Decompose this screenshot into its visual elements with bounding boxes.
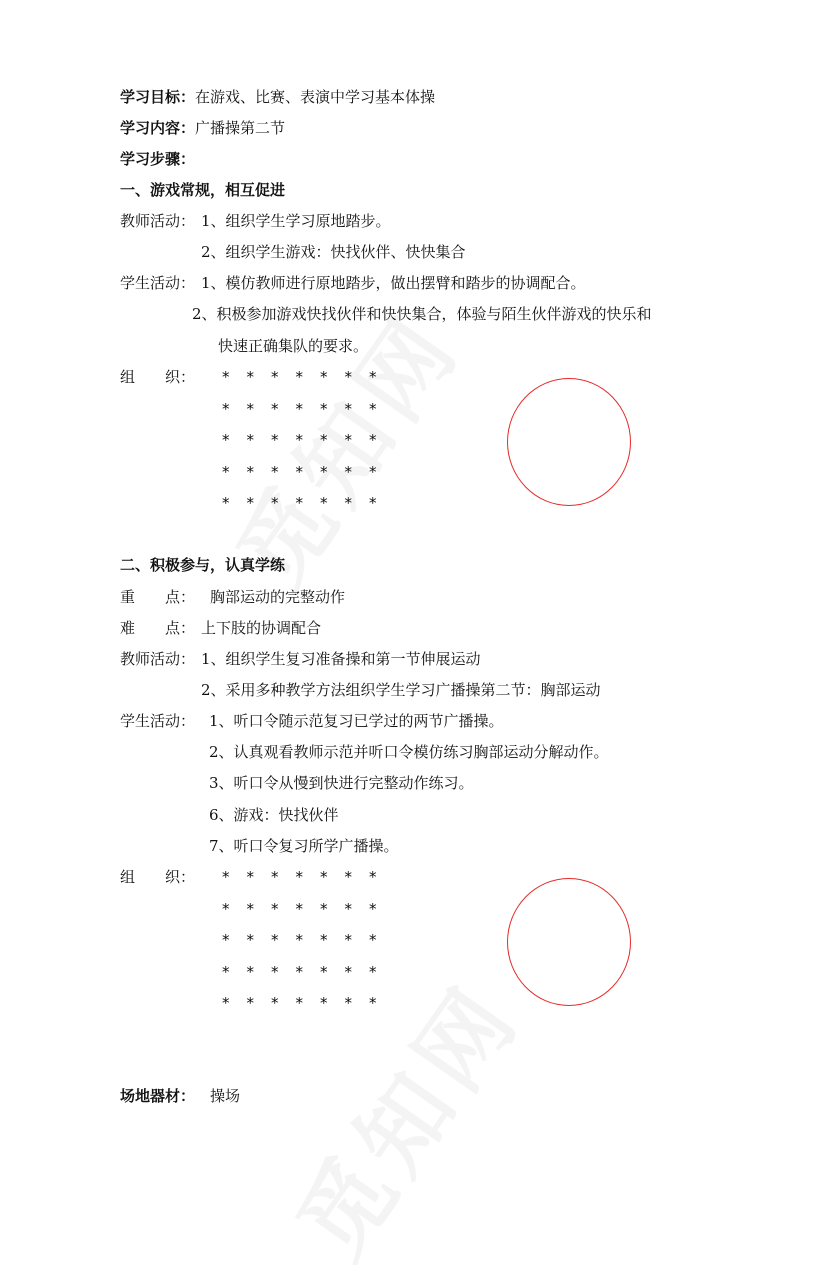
star-mark: *: [320, 899, 328, 918]
star-mark: *: [222, 962, 230, 981]
star-mark: *: [320, 962, 328, 981]
star-mark: *: [246, 494, 254, 512]
star-mark: *: [344, 462, 352, 481]
content-label: 学习内容：: [120, 119, 196, 137]
star-mark: *: [246, 962, 254, 981]
star-mark: *: [246, 399, 254, 418]
s1-student-item: 快速正确集队的要求。: [218, 337, 369, 355]
s1-teacher-item: 2、组织学生游戏：快找伙伴、快快集合: [201, 243, 466, 261]
star-mark: *: [295, 931, 303, 949]
venue-label: 场地器材：: [120, 1087, 196, 1105]
star-row: [222, 399, 394, 431]
s1-student-label: 学生活动：: [120, 274, 196, 292]
star-mark: *: [369, 494, 377, 512]
star-mark: *: [271, 962, 279, 981]
star-mark: *: [222, 399, 230, 418]
content-text: 广播操第二节: [195, 119, 286, 137]
s2-student-item: 3、听口令从慢到快进行完整动作练习。: [209, 774, 474, 792]
formation-circle: [507, 878, 631, 1006]
star-row: [222, 993, 394, 1025]
star-mark: *: [320, 368, 328, 386]
star-mark: *: [295, 462, 303, 481]
s2-student-label: 学生活动：: [120, 712, 196, 730]
star-mark: *: [344, 899, 352, 918]
formation-stars: [222, 867, 394, 1025]
star-mark: *: [320, 399, 328, 418]
star-mark: *: [271, 494, 279, 512]
star-row: [222, 899, 394, 931]
s2-teacher-label: 教师活动：: [120, 650, 196, 668]
star-row: [222, 962, 394, 994]
star-mark: *: [295, 868, 303, 886]
s2-org-label: 组 织：: [120, 868, 196, 886]
star-mark: *: [271, 462, 279, 481]
star-mark: *: [344, 431, 352, 449]
star-mark: *: [271, 899, 279, 918]
star-mark: *: [246, 368, 254, 386]
star-mark: *: [295, 962, 303, 981]
star-mark: *: [295, 899, 303, 918]
star-mark: *: [271, 399, 279, 418]
star-mark: *: [369, 962, 377, 981]
venue-text: 操场: [210, 1087, 241, 1105]
star-row: [222, 867, 394, 899]
star-row: [222, 493, 394, 525]
star-mark: *: [344, 931, 352, 949]
key-label: 重 点：: [120, 588, 196, 606]
star-mark: *: [320, 462, 328, 481]
star-mark: *: [320, 431, 328, 449]
star-mark: *: [344, 368, 352, 386]
section1-title: 一、游戏常规，相互促进: [120, 181, 286, 199]
s2-student-item: 1、听口令随示范复习已学过的两节广播操。: [209, 712, 504, 730]
star-row: [222, 430, 394, 462]
s2-teacher-item: 2、采用多种教学方法组织学生学习广播操第二节：胸部运动: [201, 681, 601, 699]
star-mark: *: [295, 494, 303, 512]
star-mark: *: [369, 899, 377, 918]
star-mark: *: [295, 368, 303, 386]
star-row: [222, 930, 394, 962]
star-mark: *: [369, 368, 377, 386]
star-mark: *: [246, 931, 254, 949]
star-mark: *: [222, 931, 230, 949]
star-mark: *: [246, 899, 254, 918]
star-mark: *: [369, 399, 377, 418]
star-mark: *: [222, 431, 230, 449]
star-mark: *: [295, 994, 303, 1012]
star-mark: *: [271, 431, 279, 449]
s1-student-item: 2、积极参加游戏快找伙伴和快快集合，体验与陌生伙伴游戏的快乐和: [192, 305, 652, 323]
venue-equipment: [120, 1086, 195, 1106]
s1-teacher-item: 1、组织学生学习原地踏步。: [201, 212, 391, 230]
star-mark: *: [246, 868, 254, 886]
s2-student-item: 6、游戏：快找伙伴: [209, 806, 339, 824]
star-mark: *: [344, 994, 352, 1012]
key-text: 胸部运动的完整动作: [210, 588, 346, 606]
star-mark: *: [369, 994, 377, 1012]
star-mark: *: [320, 494, 328, 512]
star-row: [222, 367, 394, 399]
difficult-point: [120, 618, 195, 638]
star-mark: *: [271, 868, 279, 886]
star-mark: *: [246, 994, 254, 1012]
star-mark: *: [222, 462, 230, 481]
s1-teacher-label: 教师活动：: [120, 212, 196, 230]
goal-label: 学习目标：: [120, 88, 196, 106]
steps-label: 学习步骤：: [120, 150, 196, 168]
star-mark: *: [344, 399, 352, 418]
star-mark: *: [295, 399, 303, 418]
goal-text: 在游戏、比赛、表演中学习基本体操: [195, 88, 436, 106]
formation-circle: [507, 378, 631, 506]
star-mark: *: [320, 868, 328, 886]
star-mark: *: [271, 931, 279, 949]
star-mark: *: [222, 494, 230, 512]
star-mark: *: [344, 868, 352, 886]
difficult-label: 难 点：: [120, 619, 196, 637]
learning-content: [120, 118, 285, 138]
star-mark: *: [320, 994, 328, 1012]
star-mark: *: [369, 931, 377, 949]
s2-student-item: 7、听口令复习所学广播操。: [209, 837, 399, 855]
star-mark: *: [271, 368, 279, 386]
s1-student-item: 1、模仿教师进行原地踏步，做出摆臂和踏步的协调配合。: [201, 274, 586, 292]
star-mark: *: [344, 962, 352, 981]
s2-student-item: 2、认真观看教师示范并听口令模仿练习胸部运动分解动作。: [209, 743, 609, 761]
star-mark: *: [369, 868, 377, 886]
s1-org-label: 组 织：: [120, 368, 196, 386]
star-mark: *: [320, 931, 328, 949]
star-mark: *: [222, 994, 230, 1012]
star-mark: *: [369, 462, 377, 481]
section2-title: 二、积极参与，认真学练: [120, 556, 286, 574]
star-row: [222, 462, 394, 494]
star-mark: *: [369, 431, 377, 449]
formation-stars: [222, 367, 394, 525]
star-mark: *: [246, 462, 254, 481]
learning-goal: [120, 87, 435, 107]
s2-teacher-item: 1、组织学生复习准备操和第一节伸展运动: [201, 650, 481, 668]
star-mark: *: [222, 868, 230, 886]
star-mark: *: [222, 368, 230, 386]
star-mark: *: [222, 899, 230, 918]
star-mark: *: [295, 431, 303, 449]
star-mark: *: [271, 994, 279, 1012]
difficult-text: 上下肢的协调配合: [201, 619, 322, 637]
star-mark: *: [246, 431, 254, 449]
key-point: [120, 587, 195, 607]
star-mark: *: [344, 494, 352, 512]
